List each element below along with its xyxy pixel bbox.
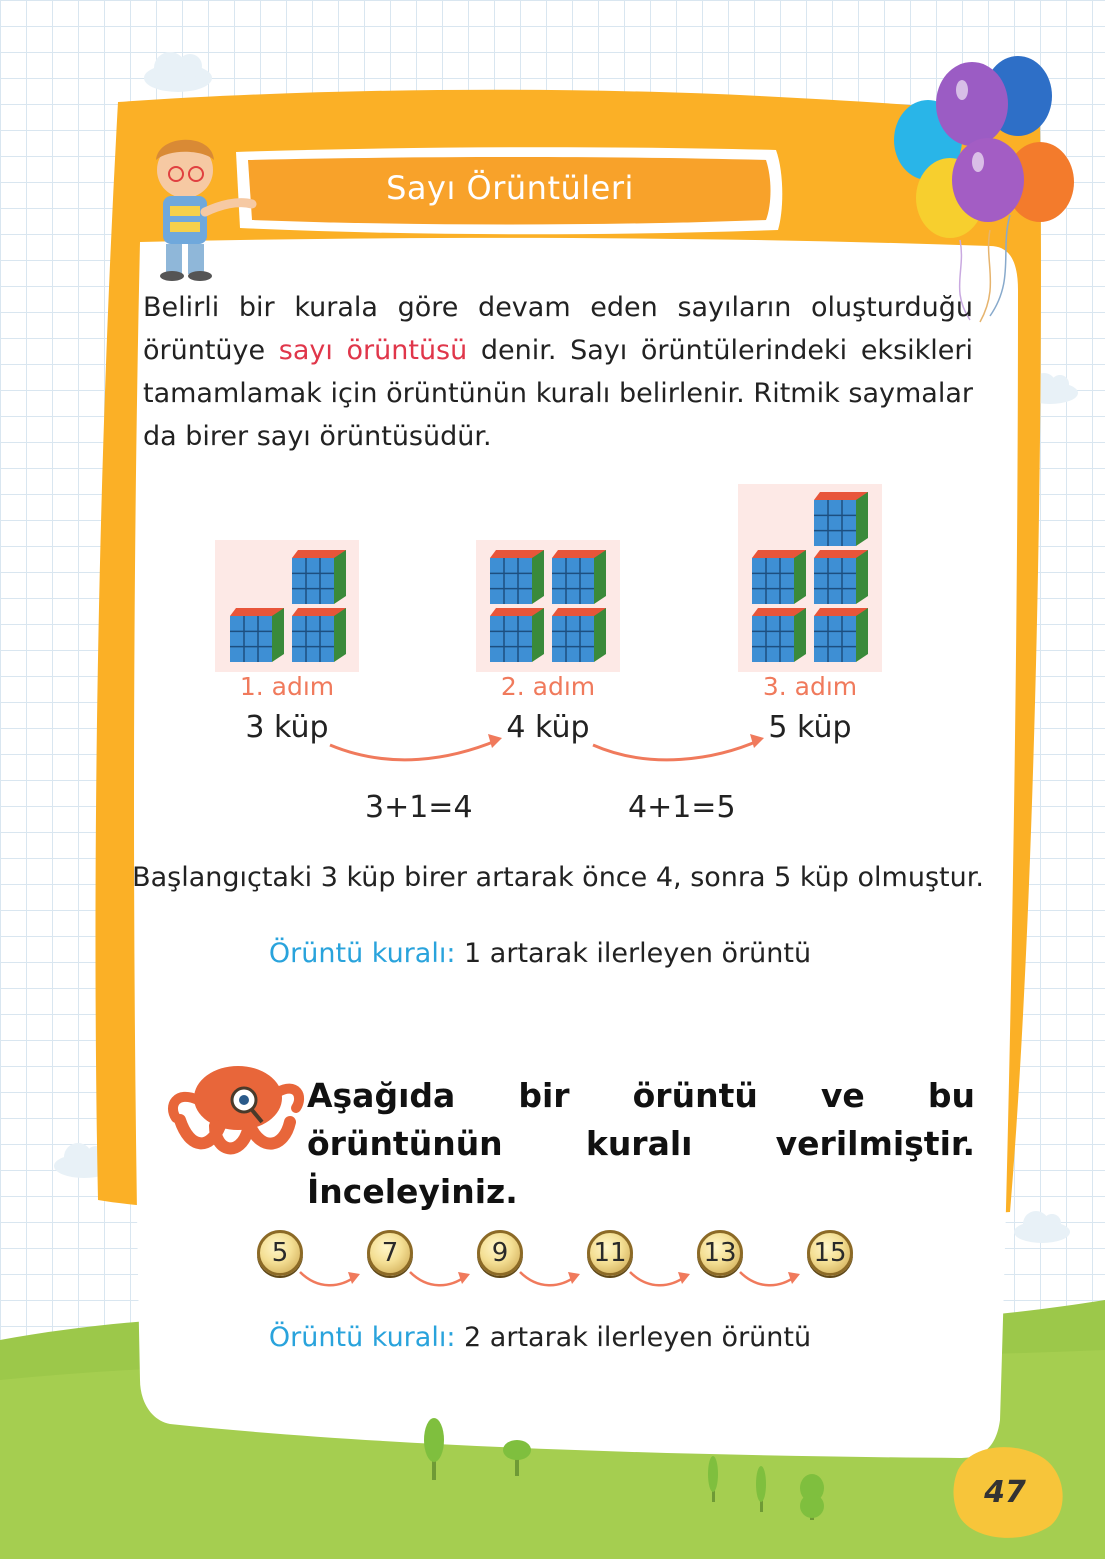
rubik-cube-icon [292,550,346,604]
sequence-coin: 15 [807,1230,853,1276]
rubik-cube-icon [292,608,346,662]
sequence-coin: 5 [257,1230,303,1276]
sequence-coin: 11 [587,1230,633,1276]
intro-paragraph [143,286,973,458]
cube-count: 5 küp [768,710,852,745]
rubik-cube-icon [752,608,806,662]
rubik-cube-icon [814,492,868,546]
step-label: 2. adım [500,672,596,701]
step-label: 1. adım [239,672,335,701]
pattern-rule [190,938,890,969]
equation: 3+1=4 [365,790,473,825]
explanation-sentence: Başlangıçtaki 3 küp birer artarak önce 4, sonra 5 küp olmuştur. [132,862,984,893]
rubik-cube-icon [552,608,606,662]
rule-label: Örüntü kuralı: [268,938,456,969]
rubik-cube-icon [752,550,806,604]
rubik-cube-icon [490,550,544,604]
sequence-coin: 7 [367,1230,413,1276]
rule-text: 2 artarak ilerleyen örüntü [464,1322,812,1353]
cube-count: 3 küp [245,710,329,745]
rubik-cube-icon [814,550,868,604]
rubik-cube-icon [230,608,284,662]
rule-text: 1 artarak ilerleyen örüntü [464,938,812,969]
cube-count: 4 küp [506,710,590,745]
highlight-term: sayı örüntüsü [278,335,468,366]
sequence-coin: 9 [477,1230,523,1276]
equation: 4+1=5 [628,790,736,825]
rubik-cube-icon [552,550,606,604]
cloud-icon [144,52,212,92]
page-number: 47 [984,1475,1026,1510]
tree-icon [800,1474,824,1520]
cloud-icon [1014,1211,1070,1243]
sequence-coin: 13 [697,1230,743,1276]
rubik-cube-icon [814,608,868,662]
intro-text: denir. Sayı örüntülerindeki eksikleri tamamlamak için örüntünün kuralı belirlenir. Ritmik saymalar da birer sayı örüntüsüdür. [143,335,973,452]
rule-label: Örüntü kuralı: [268,1322,456,1353]
intro-text: Belirli bir kurala göre devam eden sayıların oluşturduğu örüntüye [143,292,973,366]
task-instruction: Aşağıda bir örüntü ve bu örüntünün kuralı verilmiştir. İnceleyiniz. [307,1076,975,1211]
rubik-cube-icon [490,608,544,662]
page-title: Sayı Örüntüleri [386,169,634,207]
pattern-rule [190,1322,890,1353]
step-label: 3. adım [762,672,858,701]
